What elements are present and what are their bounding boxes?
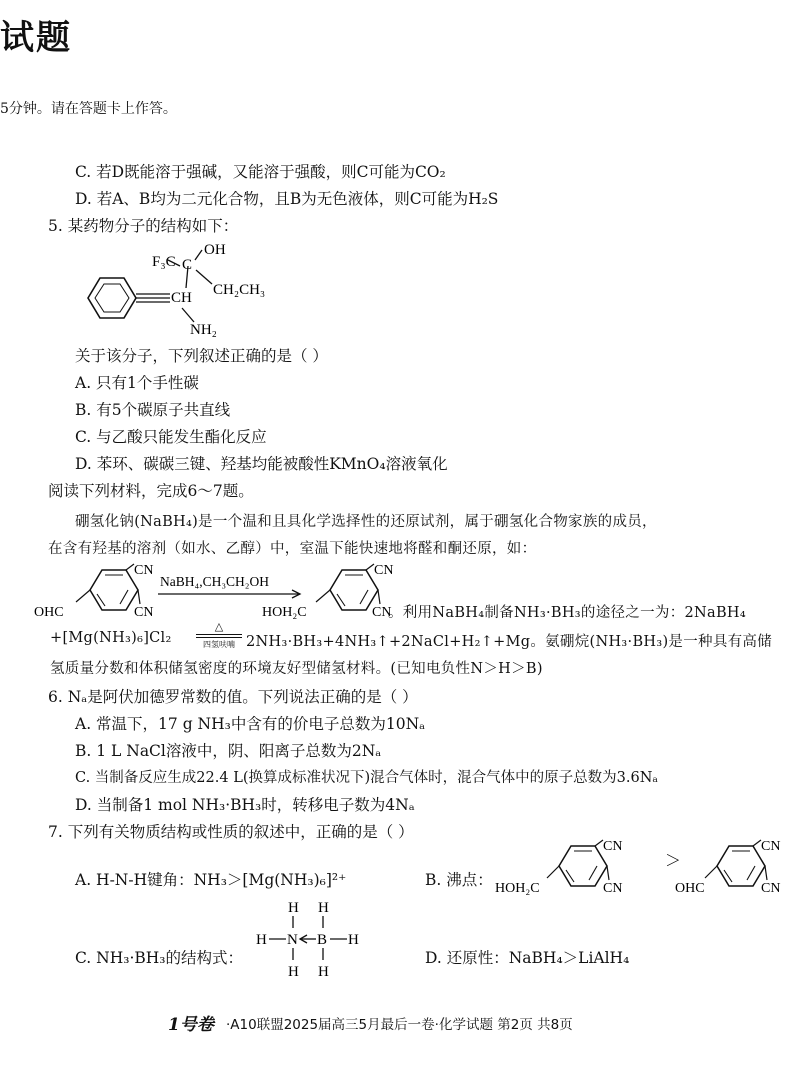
- product-cn-top: CN: [374, 563, 394, 578]
- footer-text: ·A10联盟2025届高三5月最后一卷·化学试题 第2页 共8页: [226, 1017, 573, 1033]
- material-para3-rest: 2NH₃·BH₃+4NH₃↑+2NaCl+H₂↑+Mg。氨硼烷(NH₃·BH₃)是一种具有高储: [246, 634, 773, 650]
- condition-arrow: [194, 620, 244, 654]
- q7-option-d: D. 还原性：NaBH₄＞LiAlH₄: [425, 949, 630, 967]
- q5-option-d: D. 苯环、碳碳三键、羟基均能被酸性KMnO₄溶液氧化: [75, 455, 448, 473]
- q7-stem: 7. 下列有关物质结构或性质的叙述中，正确的是（ ）: [48, 823, 414, 841]
- reactant-cn-bottom: CN: [134, 605, 154, 620]
- material-para1-line1: 硼氢化钠(NaBH₄)是一个温和且具化学选择性的还原试剂，属于硼氢化合物家族的成员，: [75, 514, 657, 530]
- reaction-reagent: NaBH₄,CH₃CH₂OH: [160, 574, 269, 589]
- material-para4: 氢质量分数和体积储氢密度的环境友好型储氢材料。(已知电负性N＞H＞B): [50, 661, 543, 677]
- q5-option-b: B. 有5个碳原子共直线: [75, 401, 231, 419]
- ammonia-borane-structure: [252, 896, 372, 982]
- cf3-label: F₃C: [152, 254, 176, 270]
- material-para1-line2: 在含有羟基的溶剂（如水、乙醇）中，室温下能快速地将醛和酮还原，如：: [48, 541, 537, 557]
- material-intro: 阅读下列材料，完成6～7题。: [48, 482, 254, 500]
- material-para2-tail: 。利用NaBH₄制备NH₃·BH₃的途径之一为：2NaBH₄: [388, 605, 746, 621]
- product-cn-bottom: CN: [372, 605, 392, 620]
- q7-option-b-label: B. 沸点：: [425, 871, 493, 889]
- q5-option-c: C. 与乙酸只能发生酯化反应: [75, 428, 267, 446]
- b-right-substituent: OHC: [675, 881, 705, 896]
- q4-option-c: C. 若D既能溶于强碱，又能溶于强酸，则C可能为CO₂: [75, 163, 446, 181]
- b-left-cn-bottom: CN: [603, 881, 623, 896]
- q6-option-b: B. 1 L NaCl溶液中，阴、阳离子总数为2Nₐ: [75, 742, 382, 760]
- exam-instruction: 5分钟。请在答题卡上作答。: [0, 101, 177, 117]
- lewis-h-bottom-n: H: [288, 964, 299, 980]
- ch-label: CH: [171, 290, 192, 306]
- lewis-h-right: H: [348, 932, 359, 948]
- reactant-cn-top: CN: [134, 563, 154, 578]
- lewis-h-bottom-b: H: [318, 964, 329, 980]
- lewis-h-top-b: H: [318, 900, 329, 916]
- material-para3-start: +[Mg(NH₃)₆]Cl₂: [50, 630, 172, 646]
- ethyl-label: CH₂CH₃: [213, 282, 266, 298]
- product-substituent: HOH₂C: [262, 605, 307, 620]
- b-left-cn-top: CN: [603, 839, 623, 854]
- q5-question: 关于该分子，下列叙述正确的是（ ）: [75, 347, 328, 365]
- carbon-label: C: [182, 257, 193, 273]
- q5-molecule-structure: [70, 236, 300, 348]
- b-left-substituent: HOH₂C: [495, 881, 540, 896]
- q7-b-structures: [495, 836, 795, 902]
- reaction-scheme: [30, 560, 430, 628]
- q5-stem: 5. 某药物分子的结构如下：: [48, 217, 239, 235]
- nh2-label: NH₂: [190, 322, 217, 338]
- solvent-label: 四氢呋喃: [203, 640, 235, 649]
- heat-symbol: △: [214, 620, 224, 633]
- lewis-h-top-n: H: [288, 900, 299, 916]
- oh-label: OH: [204, 242, 226, 258]
- q4-option-d: D. 若A、B均为二元化合物，且B为无色液体，则C可能为H₂S: [75, 190, 499, 208]
- q7-option-c: C. NH₃·BH₃的结构式：: [75, 949, 244, 967]
- q6-stem: 6. Nₐ是阿伏加德罗常数的值。下列说法正确的是（ ）: [48, 688, 418, 706]
- lewis-h-left: H: [256, 932, 267, 948]
- brand-logo: 1号卷: [168, 1015, 214, 1035]
- b-right-cn-bottom: CN: [761, 881, 781, 896]
- lewis-b: B: [317, 932, 328, 948]
- reactant-substituent: OHC: [34, 605, 64, 620]
- q5-option-a: A. 只有1个手性碳: [75, 374, 199, 392]
- page-title: 试题: [0, 18, 72, 58]
- q6-option-c: C. 当制备反应生成22.4 L(换算成标准状况下)混合气体时，混合气体中的原子总数为3.6Nₐ: [75, 770, 658, 786]
- q6-option-a: A. 常温下，17 g NH₃中含有的价电子总数为10Nₐ: [75, 715, 426, 733]
- b-right-cn-top: CN: [761, 839, 781, 854]
- q7-option-a: A. H-N-H键角：NH₃＞[Mg(NH₃)₆]²⁺: [75, 871, 347, 889]
- q6-option-d: D. 当制备1 mol NH₃·BH₃时，转移电子数为4Nₐ: [75, 796, 415, 814]
- b-greater-than: ＞: [665, 853, 682, 870]
- lewis-n: N: [287, 932, 298, 948]
